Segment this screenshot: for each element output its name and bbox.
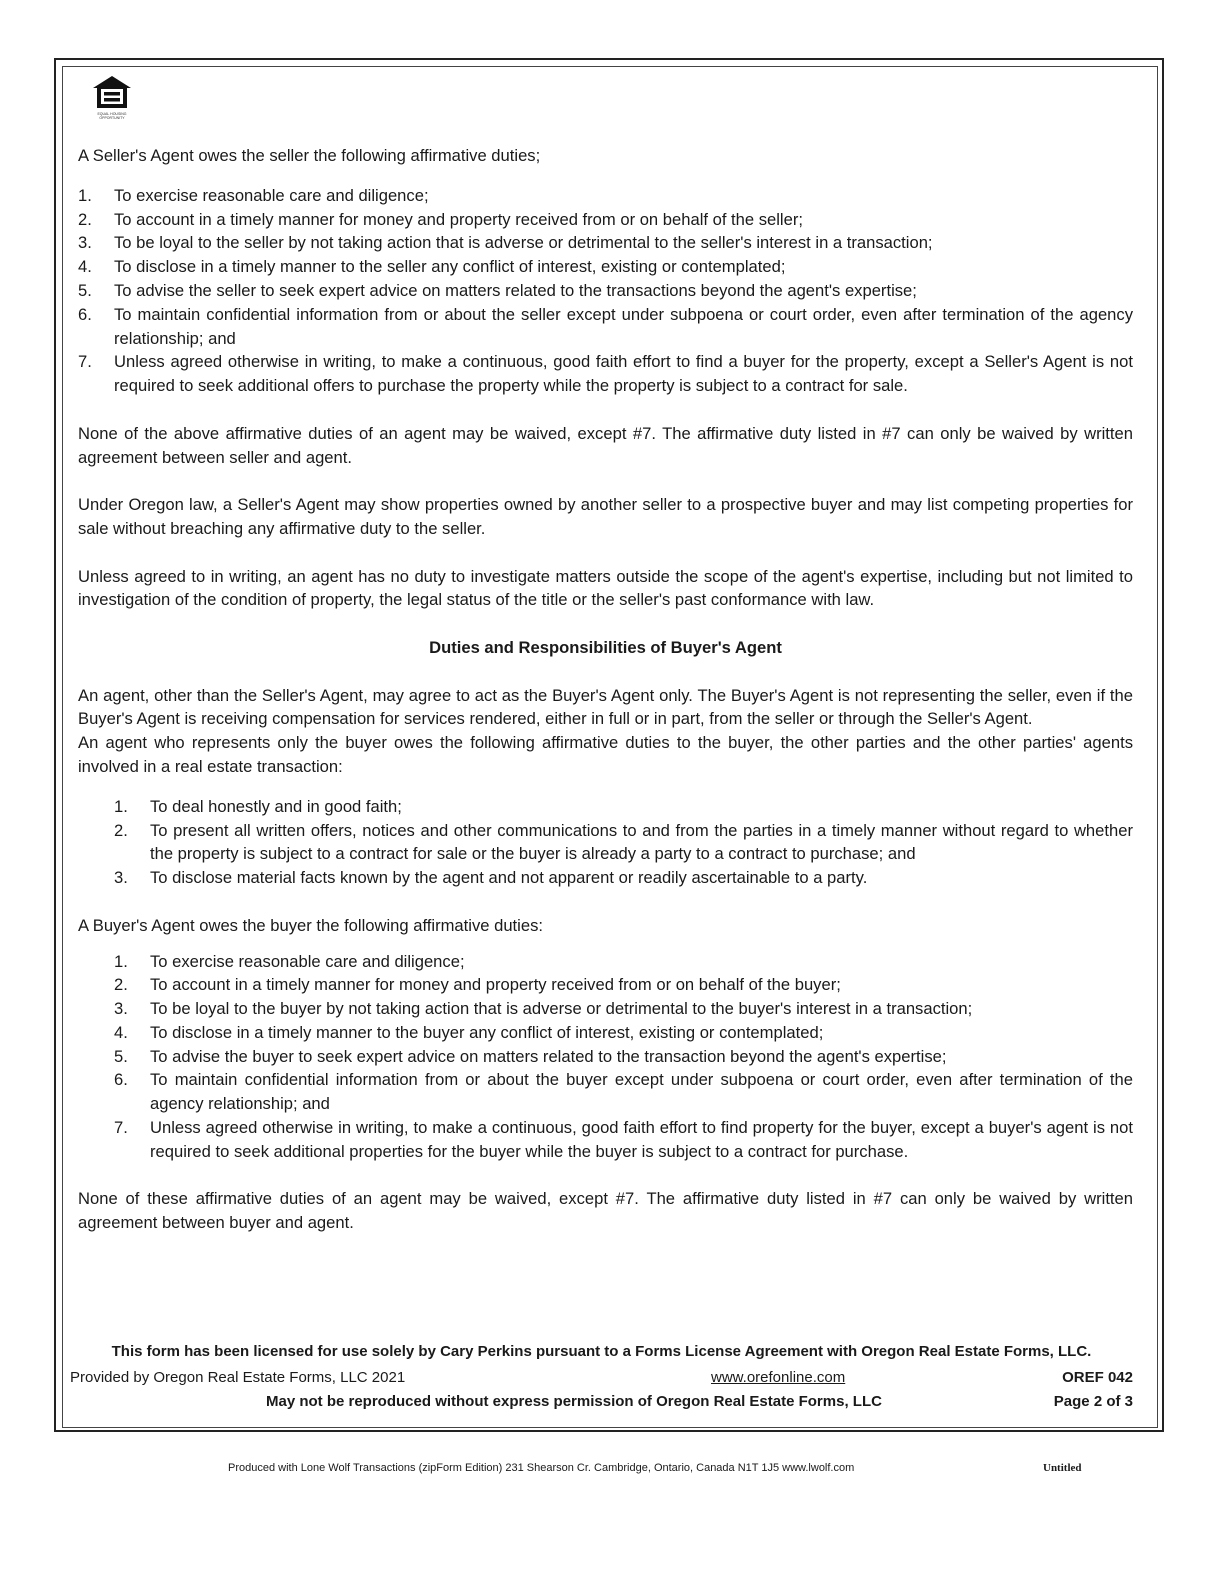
buyer-agent-paragraph-2: An agent who represents only the buyer owes the following affirmative duties to the buyer, the other parties and the other parties' agents involved in a real estate transaction: xyxy=(78,733,1133,776)
list-item: 3. To disclose material facts known by the agent and not apparent or readily ascertainable to a party. xyxy=(114,868,868,888)
oregon-law-paragraph: Under Oregon law, a Seller's Agent may show properties owned by another seller to a prospective buyer and may list competing properties for sale without breaching any affirmative duty to the seller. xyxy=(78,495,1133,538)
footer-row-1 xyxy=(70,1369,1133,1389)
equal-housing-logo xyxy=(90,74,134,122)
list-item: 3. To be loyal to the buyer by not taking action that is adverse or detrimental to the buyer's interest in a transaction; xyxy=(114,999,973,1019)
list-item: 1. To exercise reasonable care and diligence; xyxy=(114,951,465,971)
buyer-general-duties-list xyxy=(78,795,1133,890)
seller-duties-intro: A Seller's Agent owes the seller the following affirmative duties; xyxy=(78,146,541,165)
equal-housing-house-icon xyxy=(90,74,134,112)
list-item: 4. To disclose in a timely manner to the buyer any conflict of interest, existing or contemplated; xyxy=(114,1022,824,1042)
investigate-paragraph: Unless agreed to in writing, an agent has no duty to investigate matters outside the scope of the agent's expertise, including but not limited to investigation of the condition of property, the legal status of the title or the seller's past conformance with law. xyxy=(78,566,1133,610)
buyer-waiver-paragraph: None of these affirmative duties of an agent may be waived, except #7. The affirmative duty listed in #7 can only be waived by written agreement between buyer and agent. xyxy=(78,1189,1133,1233)
list-item: 3. To be loyal to the seller by not taking action that is adverse or detrimental to the seller's interest in a transaction; xyxy=(78,233,933,253)
list-item: 1. To deal honestly and in good faith; xyxy=(114,796,402,816)
seller-duties-list xyxy=(78,184,1133,398)
footer-row-2 xyxy=(70,1393,1133,1413)
seller-waiver-paragraph: None of the above affirmative duties of an agent may be waived, except #7. The affirmative duty listed in #7 can only be waived by written agreement between seller and agent. xyxy=(78,423,1133,467)
logo-caption: EQUAL HOUSING OPPORTUNITY xyxy=(97,112,127,120)
document-body xyxy=(78,144,1133,1235)
list-item: 2. To account in a timely manner for money and property received from or on behalf of the seller; xyxy=(78,209,803,229)
list-item: 6. To maintain confidential information from or about the seller except under subpoena or court order, even after termination of the agency relationship; and xyxy=(78,304,1133,348)
list-item: 1. To exercise reasonable care and diligence; xyxy=(78,185,429,205)
list-item: 2. To account in a timely manner for money and property received from or on behalf of the buyer; xyxy=(114,975,841,995)
list-item: 5. To advise the buyer to seek expert advice on matters related to the transaction beyond the agent's expertise; xyxy=(114,1046,947,1066)
list-item: 7. Unless agreed otherwise in writing, to make a continuous, good faith effort to find property for the buyer, except a buyer's agent is not required to seek additional properties for the buyer while the buyer is subject to a contract for purchase. xyxy=(114,1118,1133,1161)
list-item: 6. To maintain confidential information from or about the buyer except under subpoena or court order, even after termination of the agency relationship; and xyxy=(114,1070,1133,1114)
buyer-duties-intro: A Buyer's Agent owes the buyer the following affirmative duties: xyxy=(78,915,543,935)
document-title: Untitled xyxy=(1043,1462,1082,1474)
license-notice: This form has been licensed for use solely by Cary Perkins pursuant to a Forms License Agreement with Oregon Real Estate Forms, LLC. xyxy=(111,1343,1092,1360)
buyer-agent-heading: Duties and Responsibilities of Buyer's Agent xyxy=(429,637,782,657)
list-item: 2. To present all written offers, notices and other communications to and from the parties in a timely manner without regard to whether the property is subject to a contract for sale or the buyer is already a party to a contract to purchase; and xyxy=(114,820,1133,864)
list-item: 5. To advise the seller to seek expert advice on matters related to the transactions beyond the agent's expertise; xyxy=(78,280,917,300)
provided-by: Provided by Oregon Real Estate Forms, LLC 2021 xyxy=(70,1369,406,1386)
buyer-agent-paragraph-1: An agent, other than the Seller's Agent, may agree to act as the Buyer's Agent only. The Buyer's Agent is not representing the seller, even if the Buyer's Agent is receiving compensation for services rendered, either in full or in part, from the seller or through the Seller's Agent. xyxy=(78,685,1133,729)
page-number: Page 2 of 3 xyxy=(1053,1393,1133,1410)
reproduction-notice: May not be reproduced without express permission of Oregon Real Estate Forms, LLC xyxy=(266,1393,882,1410)
produced-with-notice: Produced with Lone Wolf Transactions (zipForm Edition) 231 Shearson Cr. Cambridge, Ontario, Canada N1T 1J5 www.lwolf.com xyxy=(228,1462,855,1474)
list-item: 7. Unless agreed otherwise in writing, to make a continuous, good faith effort to find a buyer for the property, except a Seller's Agent is not required to seek additional offers to purchase the property while the property is subject to a contract for sale. xyxy=(78,352,1133,396)
list-item: 4. To disclose in a timely manner to the seller any conflict of interest, existing or contemplated; xyxy=(78,257,786,277)
website-link[interactable]: www.orefonline.com xyxy=(711,1369,846,1386)
form-id: OREF 042 xyxy=(1062,1369,1133,1386)
buyer-duties-list xyxy=(78,950,1133,1164)
